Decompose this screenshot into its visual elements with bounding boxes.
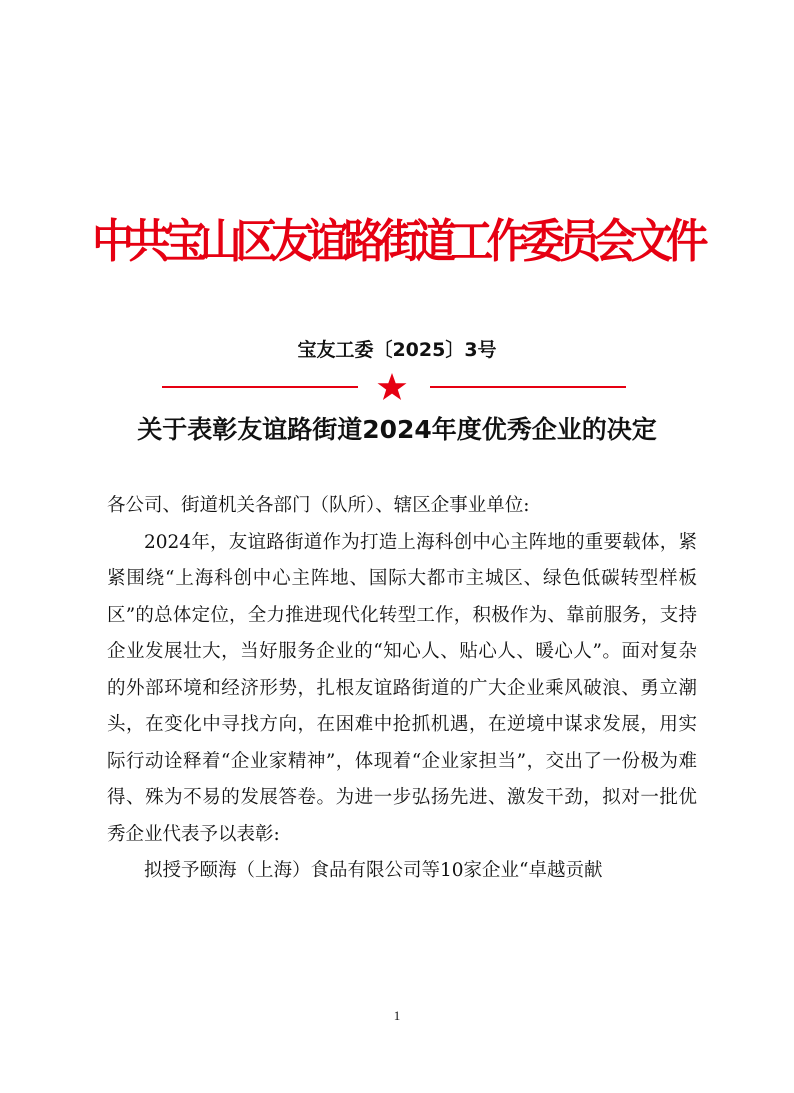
salutation: 各公司、街道机关各部门（队所）、辖区企事业单位: [107,495,530,516]
issuing-organization-title: 中共宝山区友谊路街道工作委员会文件 [92,214,702,268]
body-paragraph: 拟授予颐海（上海）食品有限公司等10家企业“卓越贡献 [144,860,603,881]
red-star-icon [376,372,408,402]
body-paragraph: 2024年，友谊路街道作为打造上海科创中心主阵地的重要载体，紧紧围绕“上海科创中心主阵地、国际大都市主城区、绿色低碳转型样板区”的总体定位，全力推进现代化转型工作，积极作为、靠前服务，支持企业发展壮大，当好服务企业的“知心人、贴心人、暖心人”。面对复杂的外部环境和经济形势，扎根友谊路街道的广大企业乘风破浪、勇立潮头，在变化中寻找方向，在困难中抢抓机遇，在逆境中谋求发展，用实际行动诠释着“企业家精神”，体现着“企业家担当”，交出了一份极为难得、殊为不易的发展答卷。为进一步弘扬先进、激发干劲，拟对一批优秀企业代表予以表彰: [107,531,697,845]
document-body [107,488,697,890]
header-divider [0,372,794,402]
divider-line-left [162,386,358,388]
page-number: 1 [393,1008,401,1023]
document-title: 关于表彰友谊路街道2024年度优秀企业的决定 [137,415,657,444]
divider-line-right [430,386,626,388]
document-number: 宝友工委〔2025〕3号 [297,339,497,361]
